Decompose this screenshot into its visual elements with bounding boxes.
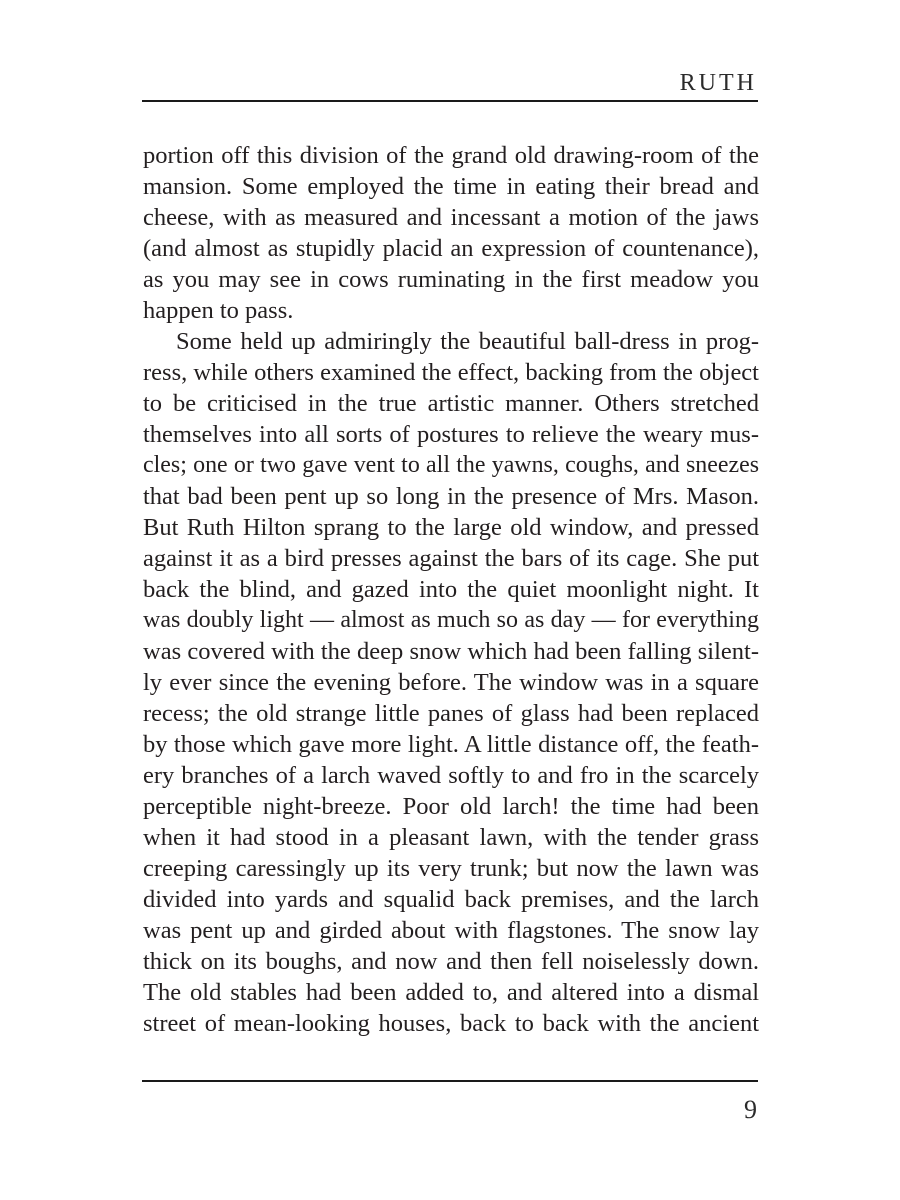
text-line: against it as a bird presses against the bars of its cage. She put: [143, 545, 759, 572]
footer-rule: [142, 1080, 758, 1082]
body-text: [143, 140, 759, 1039]
text-line: by those which gave more light. A little distance off, the feath-: [143, 731, 759, 758]
text-line: back the blind, and gazed into the quiet moonlight night. It: [143, 576, 759, 603]
text-line: thick on its boughs, and now and then fell noiselessly down.: [143, 948, 759, 975]
text-line: street of mean-looking houses, back to back with the ancient: [143, 1010, 759, 1037]
text-line: divided into yards and squalid back premises, and the larch: [143, 886, 759, 913]
text-line: recess; the old strange little panes of glass had been replaced: [143, 700, 759, 727]
text-line: to be criticised in the true artistic manner. Others stretched: [143, 390, 759, 417]
text-line: cheese, with as measured and incessant a motion of the jaws: [143, 204, 759, 231]
text-line: ly ever since the evening before. The window was in a square: [143, 669, 759, 696]
running-title: RUTH: [679, 70, 757, 96]
text-line: as you may see in cows ruminating in the first meadow you: [143, 266, 759, 293]
text-line: creeping caressingly up its very trunk; but now the lawn was: [143, 855, 759, 882]
text-line: portion off this division of the grand old drawing-room of the: [143, 142, 759, 169]
text-line: ery branches of a larch waved softly to and fro in the scarcely: [143, 762, 759, 789]
text-line: themselves into all sorts of postures to relieve the weary mus-: [143, 421, 759, 448]
text-line: But Ruth Hilton sprang to the large old window, and pressed: [143, 514, 759, 541]
page-number: 9: [744, 1095, 757, 1124]
text-line: that bad been pent up so long in the presence of Mrs. Mason.: [143, 483, 759, 510]
text-line: ress, while others examined the effect, backing from the object: [143, 359, 759, 386]
text-line: perceptible night-breeze. Poor old larch! the time had been: [143, 793, 759, 820]
text-line: Some held up admiringly the beautiful ball-dress in prog-: [176, 328, 759, 355]
text-line: The old stables had been added to, and altered into a dismal: [143, 979, 759, 1006]
text-line: was doubly light — almost as much so as day — for everything: [143, 607, 759, 633]
text-line: when it had stood in a pleasant lawn, with the tender grass: [143, 824, 759, 851]
header-rule: [142, 100, 758, 102]
text-line: cles; one or two gave vent to all the yawns, coughs, and sneezes: [143, 452, 759, 478]
text-line: was covered with the deep snow which had been falling silent-: [143, 638, 759, 665]
text-line: (and almost as stupidly placid an expression of countenance),: [143, 235, 759, 262]
text-line: was pent up and girded about with flagstones. The snow lay: [143, 917, 759, 944]
text-line: happen to pass.: [143, 297, 294, 324]
text-line: mansion. Some employed the time in eating their bread and: [143, 173, 759, 200]
